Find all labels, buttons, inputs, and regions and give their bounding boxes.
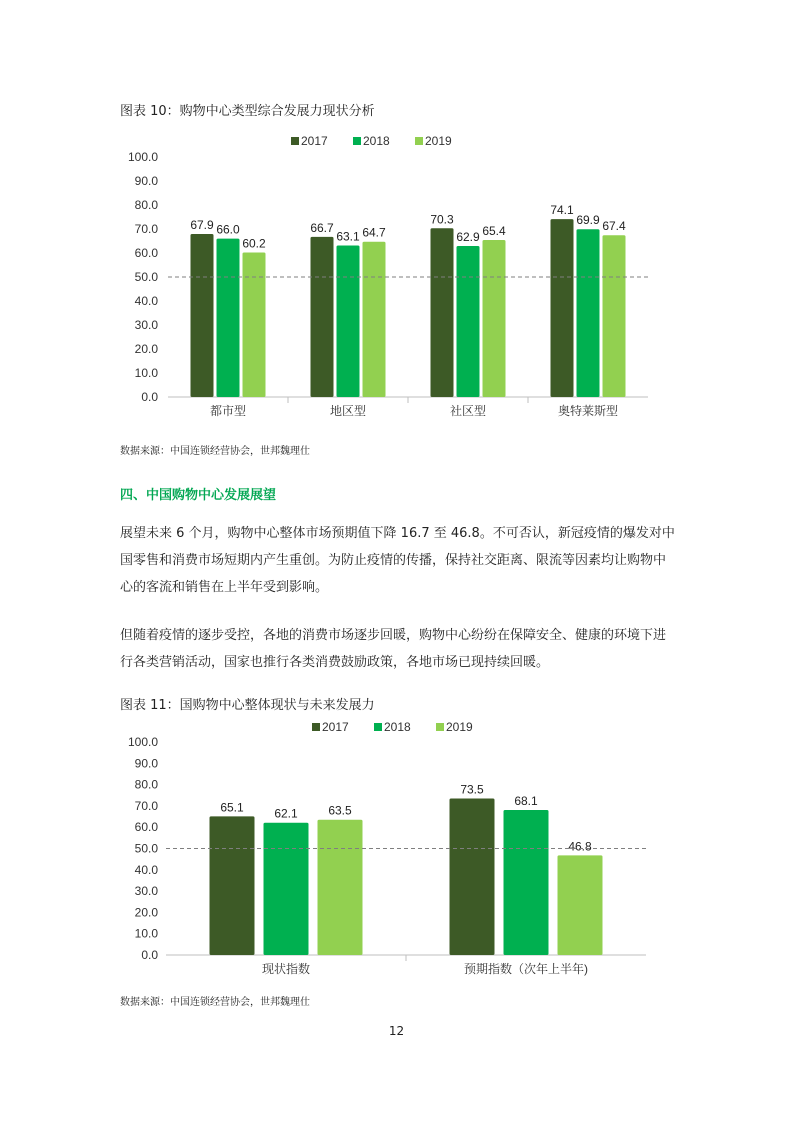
bar-2019-3 [603, 235, 626, 397]
data-label: 63.5 [328, 803, 352, 818]
y-tick-label: 50.0 [134, 270, 158, 284]
category-label: 地区型 [329, 404, 367, 418]
data-label: 60.2 [242, 236, 266, 251]
y-tick-label: 100.0 [127, 150, 158, 164]
legend-label-2019: 2019 [425, 134, 452, 148]
legend-label-2017: 2017 [301, 134, 328, 148]
data-label: 74.1 [550, 203, 574, 218]
bar-2018-3 [577, 229, 600, 397]
bar-2018-1 [504, 810, 549, 955]
legend-swatch-2017 [291, 137, 299, 145]
bar-2018-0 [264, 823, 309, 955]
y-tick-label: 90.0 [134, 174, 158, 188]
y-tick-label: 0.0 [141, 948, 158, 962]
legend-label-2018: 2018 [384, 720, 411, 734]
data-label: 46.8 [568, 839, 592, 854]
y-tick-label: 60.0 [134, 246, 158, 260]
category-label: 奥特莱斯型 [557, 404, 619, 418]
figure-11-caption: 图表 11：国购物中心整体现状与未来发展力 [120, 698, 375, 713]
bar-2017-0 [210, 816, 255, 955]
bar-2018-1 [337, 246, 360, 397]
y-tick-label: 40.0 [134, 294, 158, 308]
data-label: 64.7 [362, 225, 386, 240]
legend-label-2019: 2019 [446, 720, 473, 734]
data-label: 63.1 [336, 229, 360, 244]
data-label: 69.9 [576, 213, 600, 228]
category-label: 现状指数 [261, 962, 311, 976]
bar-2017-1 [311, 237, 334, 397]
y-tick-label: 40.0 [134, 862, 158, 877]
data-label: 70.3 [430, 212, 454, 227]
bar-2019-1 [363, 242, 386, 397]
data-label: 65.1 [220, 800, 244, 815]
category-label: 都市型 [209, 404, 247, 418]
y-tick-label: 30.0 [134, 884, 158, 899]
chart-overall-index [0, 714, 793, 984]
data-label: 62.9 [456, 230, 480, 245]
bar-2018-2 [457, 246, 480, 397]
y-tick-label: 90.0 [134, 756, 158, 771]
y-tick-label: 70.0 [134, 222, 158, 236]
data-label: 73.5 [460, 782, 484, 797]
y-tick-label: 70.0 [134, 798, 158, 813]
legend-swatch-2017 [312, 723, 320, 731]
data-label: 62.1 [274, 806, 298, 821]
legend-swatch-2019 [415, 137, 423, 145]
category-label: 预期指数（次年上半年) [464, 962, 588, 976]
figure-11-source: 数据来源：中国连锁经营协会，世邦魏理仕 [120, 997, 310, 1008]
legend-swatch-2019 [436, 723, 444, 731]
y-tick-label: 30.0 [134, 318, 158, 332]
data-label: 67.4 [602, 219, 626, 234]
y-tick-label: 50.0 [134, 841, 158, 856]
y-tick-label: 10.0 [134, 366, 158, 380]
page-number: 12 [388, 1024, 405, 1038]
y-tick-label: 80.0 [134, 777, 158, 792]
data-label: 66.7 [310, 220, 334, 235]
bar-2019-0 [318, 820, 363, 955]
data-label: 67.9 [190, 218, 214, 233]
y-tick-label: 100.0 [127, 735, 158, 749]
y-tick-label: 60.0 [134, 820, 158, 835]
bar-2017-1 [450, 798, 495, 955]
bar-2017-0 [191, 234, 214, 397]
legend-label-2018: 2018 [363, 134, 390, 148]
section-heading: 四、中国购物中心发展展望 [120, 488, 277, 503]
y-tick-label: 0.0 [141, 390, 158, 404]
y-tick-label: 10.0 [134, 926, 158, 941]
legend-swatch-2018 [374, 723, 382, 731]
legend-swatch-2018 [353, 137, 361, 145]
bar-2019-0 [243, 253, 266, 397]
bar-2018-0 [217, 239, 240, 397]
bar-2017-3 [551, 219, 574, 397]
data-label: 68.1 [514, 793, 538, 808]
y-tick-label: 20.0 [134, 342, 158, 356]
legend-label-2017: 2017 [322, 720, 349, 734]
y-tick-label: 20.0 [134, 905, 158, 920]
bar-2017-2 [431, 228, 454, 397]
y-tick-label: 80.0 [134, 198, 158, 212]
data-label: 65.4 [482, 224, 506, 239]
figure-10-caption: 图表 10：购物中心类型综合发展力现状分析 [120, 104, 375, 119]
bar-2019-1 [558, 855, 603, 955]
category-label: 社区型 [449, 404, 487, 418]
data-label: 66.0 [216, 222, 240, 237]
paragraph-recovery: 但随着疫情的逐步受控，各地的消费市场逐步回暖，购物中心纷纷在保障安全、健康的环境下进行各类营销活动，国家也推行各类消费鼓励政策，各地市场已现持续回暖。 [120, 628, 667, 670]
chart-shopping-center-types [0, 128, 793, 428]
figure-10-source: 数据来源：中国连锁经营协会，世邦魏理仕 [120, 446, 310, 457]
bar-2019-2 [483, 240, 506, 397]
paragraph-outlook: 展望未来 6 个月，购物中心整体市场预期值下降 16.7 至 46.8。不可否认，新冠疫情的爆发对中国零售和消费市场短期内产生重创。为防止疫情的传播，保持社交距离、限流等因素均让购物中心的客流和销售在上半年受到影响。 [120, 526, 675, 595]
